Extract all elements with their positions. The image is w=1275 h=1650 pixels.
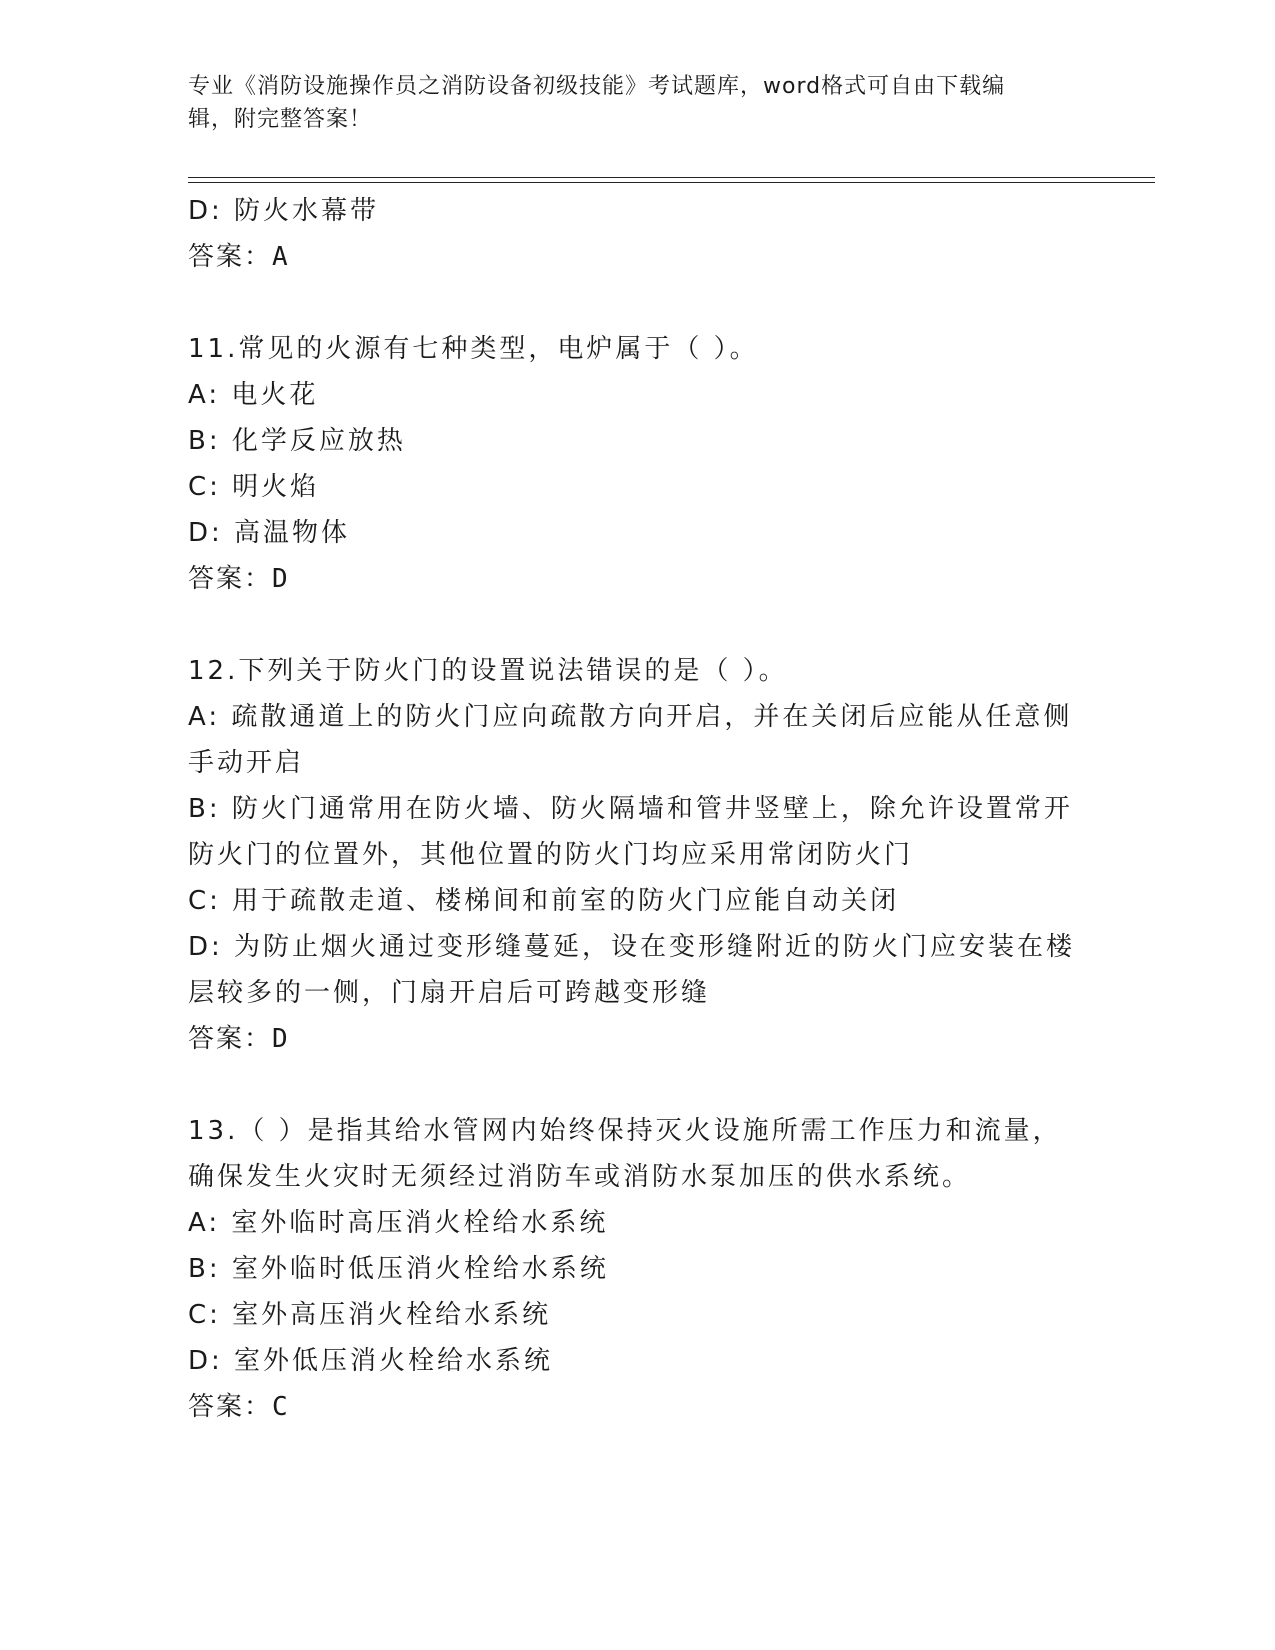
- question-stem: 12.下列关于防火门的设置说法错误的是（ ）。: [188, 656, 788, 686]
- answer-label: 答案：: [188, 564, 273, 594]
- option-b: B: 防火门通常用在防火墙、防火隔墙和管井竖壁上，除允许设置常开: [188, 794, 1073, 824]
- spacer: [188, 1062, 1088, 1108]
- answer-label: 答案：: [188, 1024, 273, 1054]
- answer-value: A: [272, 242, 288, 272]
- header-divider-bottom: [188, 182, 1155, 183]
- option-a: A: 疏散通道上的防火门应向疏散方向开启，并在关闭后应能从任意侧: [188, 702, 1073, 732]
- header-line-2: 辑，附完整答案！: [188, 107, 373, 132]
- answer-line: [188, 234, 1088, 280]
- option-d: D: 室外低压消火栓给水系统: [188, 1346, 554, 1376]
- question-13: [188, 1108, 1088, 1430]
- option-b-continued: 防火门的位置外，其他位置的防火门均应采用常闭防火门: [188, 840, 914, 870]
- option-c: C: 明火焰: [188, 472, 320, 502]
- option-d: D: 高温物体: [188, 518, 351, 548]
- answer-value: D: [272, 564, 288, 594]
- option-c: C: 室外高压消火栓给水系统: [188, 1300, 552, 1330]
- option-a-continued: 手动开启: [188, 748, 305, 778]
- option-b: B: 化学反应放热: [188, 426, 406, 456]
- question-stem: 11.常见的火源有七种类型，电炉属于（ ）。: [188, 334, 759, 364]
- answer-line: [188, 1384, 1088, 1430]
- question-stem: 13.（ ）是指其给水管网内始终保持灭火设施所需工作压力和流量，: [188, 1116, 1062, 1146]
- option-c: C: 用于疏散走道、楼梯间和前室的防火门应能自动关闭: [188, 886, 900, 916]
- answer-label: 答案：: [188, 1392, 273, 1422]
- document-header: [188, 70, 1068, 136]
- option-a: A: 室外临时高压消火栓给水系统: [188, 1208, 609, 1238]
- header-divider-top: [188, 177, 1155, 178]
- option-b: B: 室外临时低压消火栓给水系统: [188, 1254, 609, 1284]
- answer-line: [188, 556, 1088, 602]
- question-list: [188, 188, 1088, 1430]
- header-line-1: 专业《消防设施操作员之消防设备初级技能》考试题库，word格式可自由下载编: [188, 74, 1006, 99]
- question-11: [188, 326, 1088, 602]
- spacer: [188, 602, 1088, 648]
- option-d: D: 为防止烟火通过变形缝蔓延，设在变形缝附近的防火门应安装在楼: [188, 932, 1076, 962]
- answer-value: D: [272, 1024, 288, 1054]
- answer-value: C: [272, 1392, 288, 1422]
- question-10-tail: [188, 188, 1088, 280]
- answer-line: [188, 1016, 1088, 1062]
- spacer: [188, 280, 1088, 326]
- option-d: D: 防火水幕带: [188, 196, 380, 226]
- answer-label: 答案：: [188, 242, 273, 272]
- question-12: [188, 648, 1088, 1062]
- option-a: A: 电火花: [188, 380, 319, 410]
- question-stem-continued: 确保发生火灾时无须经过消防车或消防水泵加压的供水系统。: [188, 1162, 972, 1192]
- option-d-continued: 层较多的一侧，门扇开启后可跨越变形缝: [188, 978, 711, 1008]
